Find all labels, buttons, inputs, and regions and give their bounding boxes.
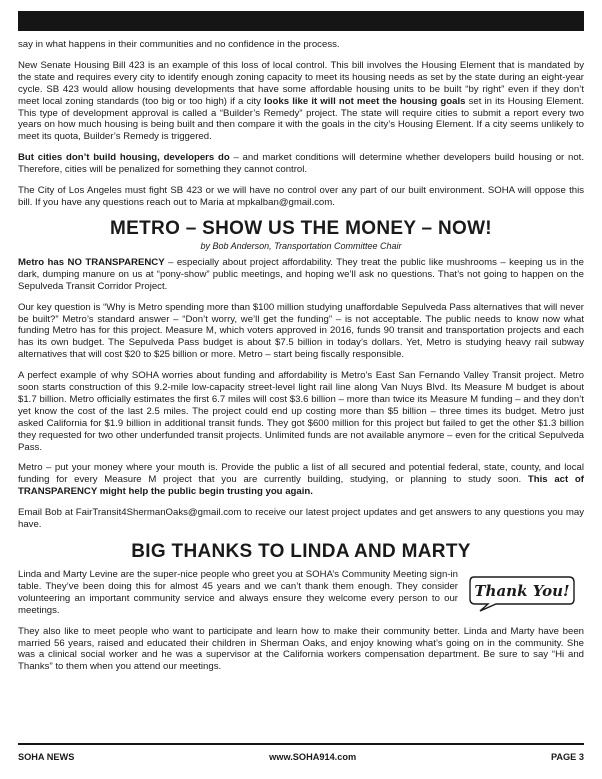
page-footer (18, 743, 584, 766)
footer-page-number: PAGE 3 (550, 752, 584, 762)
paragraph (18, 185, 584, 209)
thanks-heading: BIG THANKS TO LINDA AND MARTY (131, 541, 471, 562)
paragraph (18, 60, 584, 143)
footer-publication: SOHA NEWS (18, 752, 75, 762)
footer-website: www.SOHA914.com (269, 752, 357, 762)
bold-text-run: This act of TRANSPARENCY might help the public begin trusting you again. (18, 474, 584, 498)
paragraph (18, 257, 584, 293)
paragraph (18, 462, 584, 498)
bold-text-run: looks like it will not meet the housing goals (264, 95, 466, 107)
article-content (18, 39, 584, 682)
thanks-section (18, 541, 584, 673)
text-run: Our key question is “Why is Metro spending more than $100 million studying unaffordable Sepulveda Pass alternatives that will never be built?” Metro’s standard answer – “Don’t worry, we’ll get the funding” – is not acceptable. The public needs to know now what funding Metro has for this project. Measure M, which voters approved in 2016, funds 90 transit and transportation projects and each has its own budget. The Sepulveda Pass budget is about $7.5 billion in today’s dollars. Yet, Metro is studying heavy rail subway alternatives that will cost $20 to $25 billion or more. Metro – start being fiscally responsible. (18, 301, 584, 361)
thank-you-text: Thank You! (474, 582, 570, 600)
metro-section (18, 218, 584, 531)
paragraph (18, 39, 584, 51)
text-run: A perfect example of why SOHA worries about funding and affordability is Metro’s East San Fernando Valley Transit project. Metro soon starts construction of this 9.2-mile low-capacity street-level light rail line along Van Nuys Blvd. Its Measure M budget is about $1.7 billion. Metro officially estimates the first 6.7 miles will cost $3.6 billion – more than twice its Measure M funding – and they don’t yet know the cost of the last 2.5 miles. The project could end up costing more than $5 billion – three times its budget. Metro just asked California for $1.9 billion in additional transit funds. They got $600 million for this project but failed to get the other $1.3 billion they requested for two other underfunded transit projects. Unlimited funds are not available anymore – even for the critical Sepulveda Pass. (18, 370, 584, 453)
text-run: set in its Housing Element. This type of development approval is called a “Builder’s Remedy” project. The state will require cities to submit a report every two years on how much housing is being built and then compare it with the goals in the city’s Housing Element. If a city seems unlikely to meet its quota, Builder’s Remedy is triggered. (18, 95, 584, 143)
text-run: Linda and Marty Levine are the super-nice people who greet you at SOHA’s Community Meeting sign-in table. They’ve been doing this for almost 45 years and we can’t thank them enough. They consider volunteering an important community service and always ensure they welcome every person to our meetings. (18, 569, 458, 616)
paragraph (18, 569, 458, 617)
paragraph (18, 626, 584, 674)
paragraph (18, 302, 584, 362)
bold-text-run: Metro has NO TRANSPARENCY (18, 256, 165, 268)
thanks-intro (18, 569, 584, 617)
text-run: Metro – put your money where your mouth is. Provide the public a list of all secured and potential federal, state, county, and local funding for every Measure M project that you are currently building, studying, or planning to study soon. (18, 462, 584, 486)
text-run: – and market conditions will determine whether developers build housing or not. Therefore, cities will be penalized for something they cannot control. (18, 152, 584, 176)
housing-section (18, 39, 584, 209)
text-run: They also like to meet people who want to participate and learn how to make their community better. Linda and Marty have been married 56 years, raised and educated their children in Sherman Oaks, and enjoy knowing what’s going on in the community. She was a clinical social worker and he was a supervisor at the California workers compensation department. Be sure to say “Hi and Thanks” to them when you attend our meetings. (18, 625, 584, 673)
text-run: The City of Los Angeles must fight SB 423 or we will have no control over any part of our built environment. SOHA will oppose this bill. If you have any questions reach out to Maria at mpkalban@gmail.com. (18, 185, 584, 208)
text-run: say in what happens in their communities and no confidence in the process. (18, 39, 340, 50)
metro-byline: by Bob Anderson, Transportation Committee Chair (200, 240, 402, 251)
text-run: Email Bob at FairTransit4ShermanOaks@gmail.com to receive our latest project updates and get answers to any questions you may have. (18, 507, 584, 531)
thank-you-speech-bubble (466, 573, 578, 613)
paragraph (18, 507, 584, 531)
paragraph (18, 370, 584, 453)
header-bar (18, 11, 584, 31)
text-run: – especially about project affordability. They treat the public like mushrooms – keeping us in the dark, dumping manure on us at “pony-show” public meetings, and hoping we’ll ask no questions. That’s not going to happen on the Sepulveda Transit Corridor Project. (18, 256, 584, 292)
bold-text-run: But cities don’t build housing, developers do (18, 152, 230, 164)
paragraph (18, 152, 584, 176)
metro-heading: METRO – SHOW US THE MONEY – NOW! (110, 217, 492, 239)
text-run: New Senate Housing Bill 423 is an example of this loss of local control. This bill involves the Housing Element that is mandated by the state and requires every city to identify enough zoning capacity to meet its housing needs as set by the state during an eight-year cycle. SB 423 would allow housing developments that have some affordable housing units to be built “by right” even if they don’t meet local zoning standards (too big or too high) if a city (18, 59, 584, 107)
